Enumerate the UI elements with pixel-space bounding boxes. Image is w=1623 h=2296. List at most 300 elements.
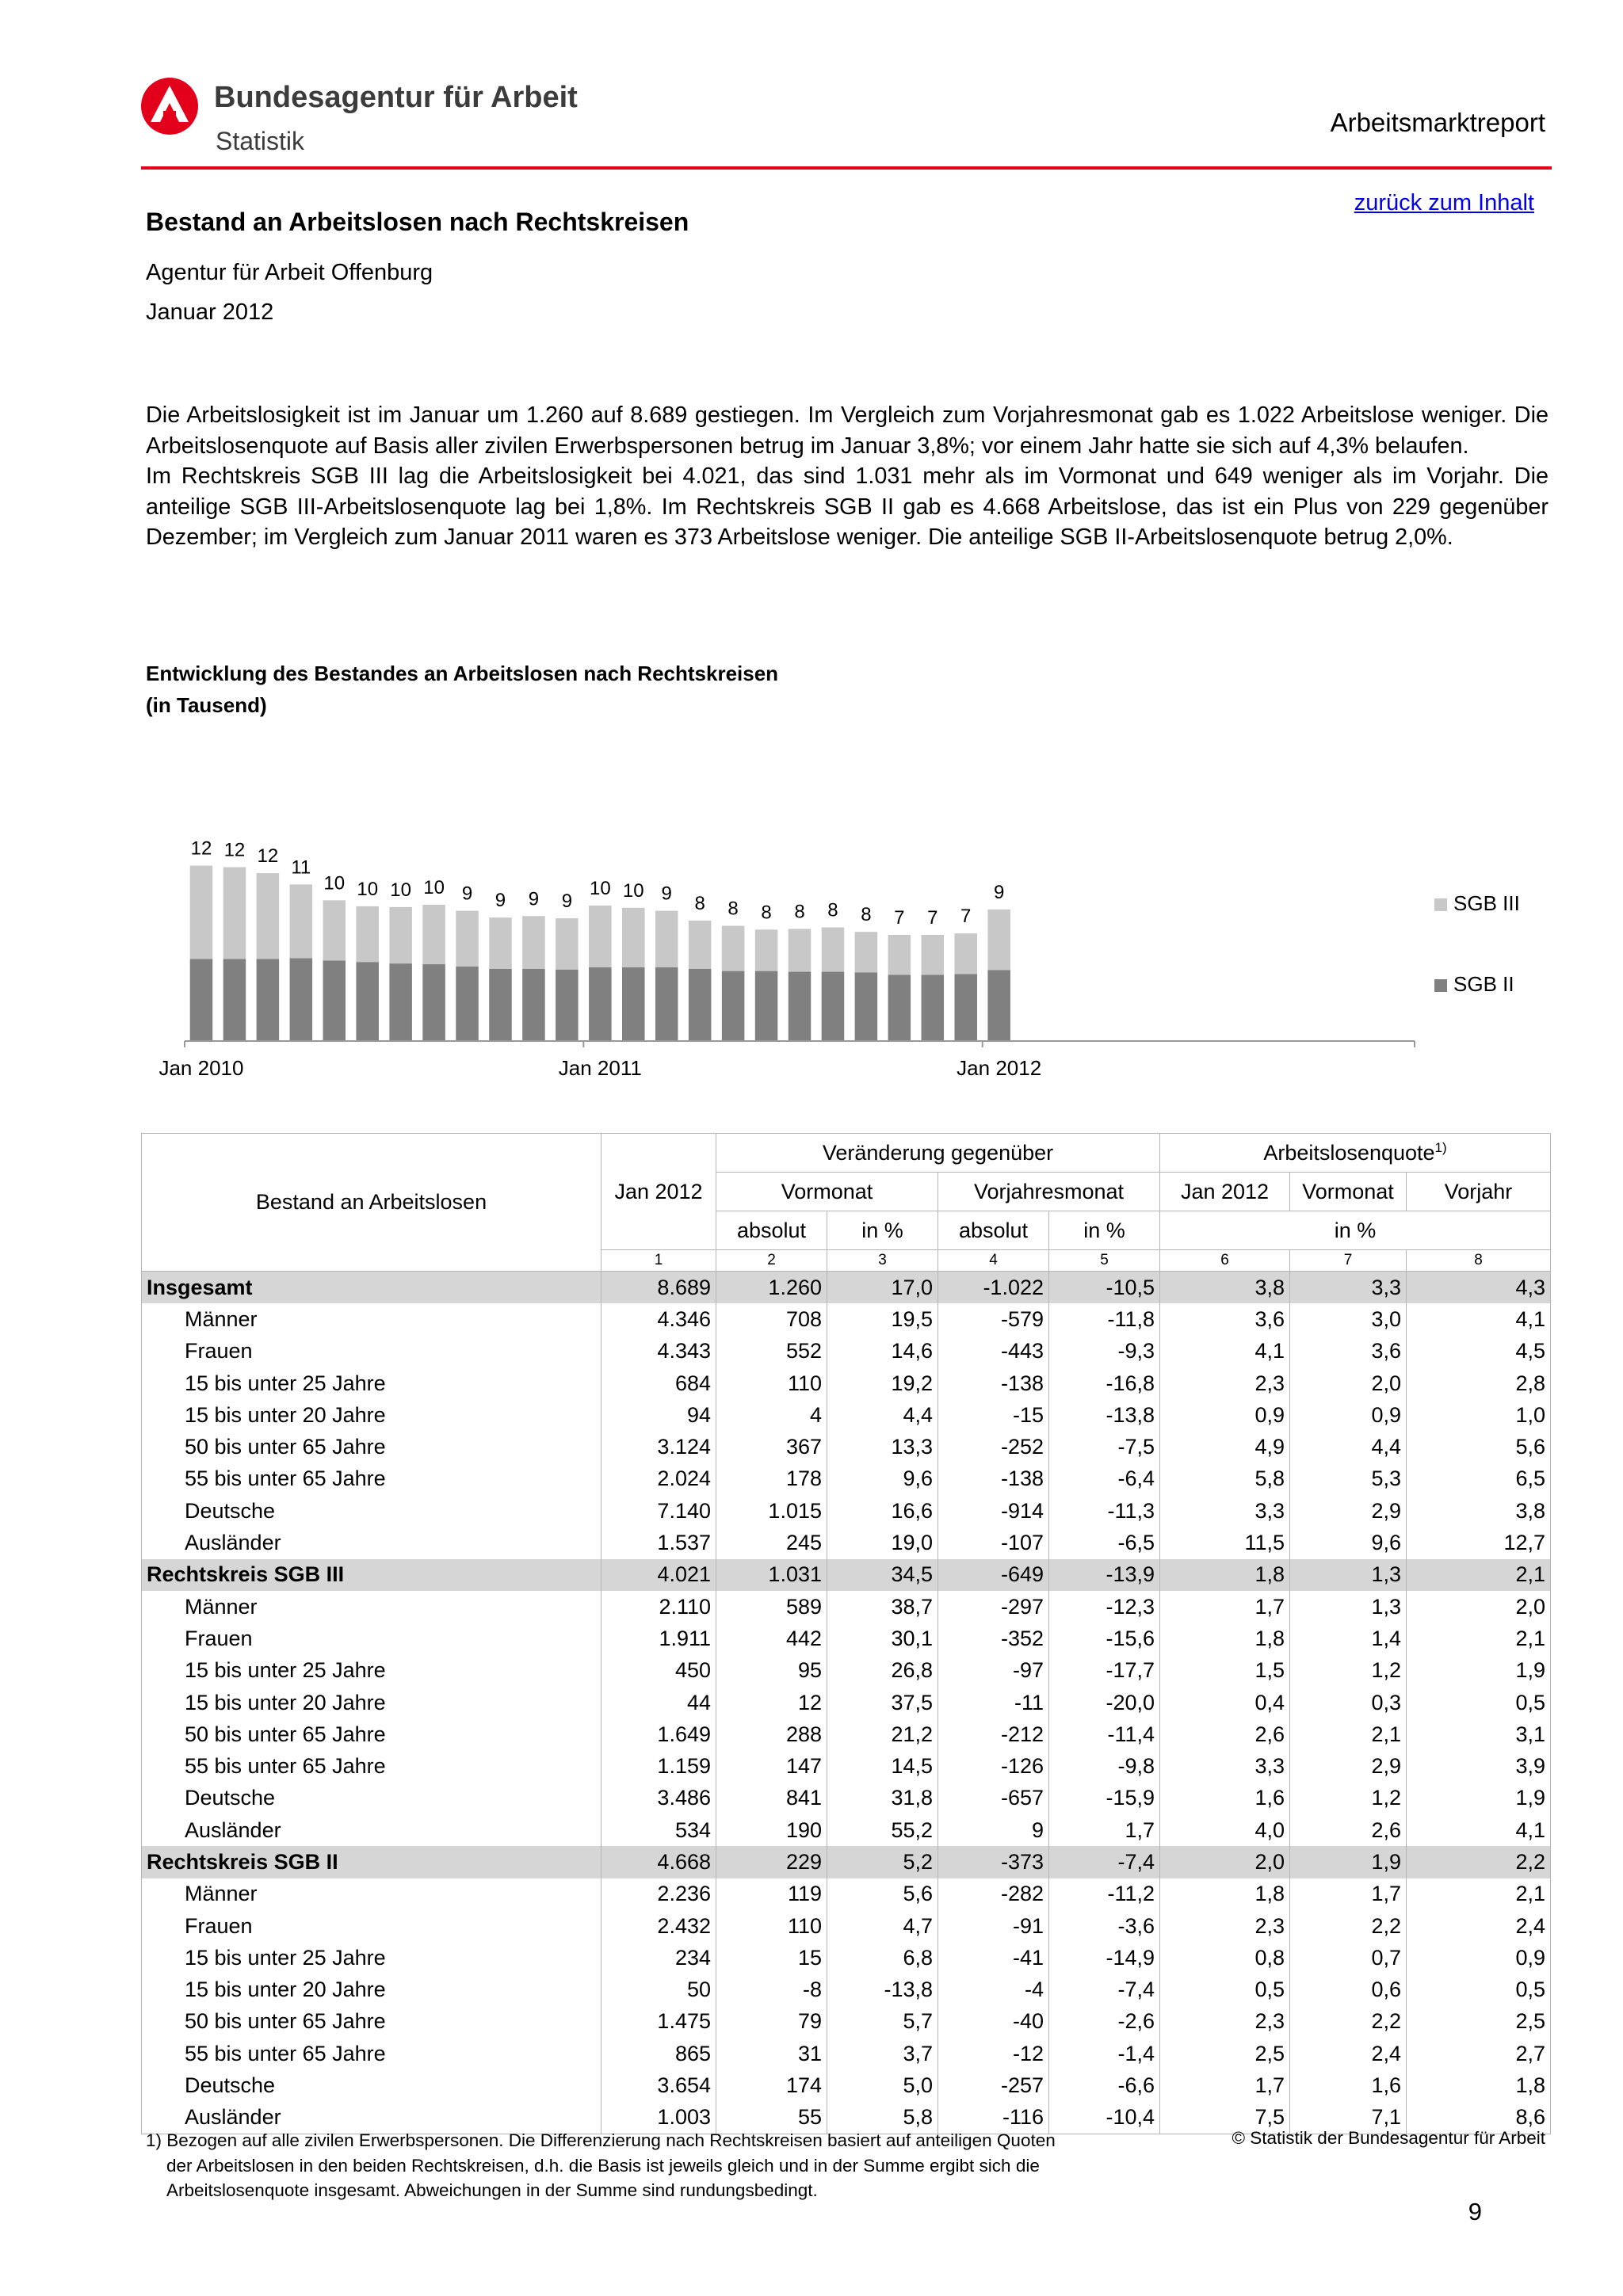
cell-value: 55,2 <box>827 1814 938 1846</box>
cell-value: 2,4 <box>1290 2038 1407 2069</box>
cell-value: 552 <box>716 1336 827 1367</box>
cell-value: 2,9 <box>1290 1495 1407 1527</box>
row-label: 15 bis unter 20 Jahre <box>142 1687 601 1718</box>
cell-value: 1,8 <box>1160 1623 1290 1654</box>
footnote-line: der Arbeitslosen in den beiden Rechtskreisen, d.h. die Basis ist jeweils gleich und in der Summe ergibt sich die <box>166 2155 1040 2176</box>
col-number: 2 <box>716 1250 827 1272</box>
cell-value: 3,3 <box>1160 1750 1290 1782</box>
legend-swatch <box>1434 979 1447 992</box>
cell-value: -97 <box>938 1655 1049 1687</box>
bar-sgb-iii <box>855 932 878 972</box>
cell-value: 4,7 <box>827 1910 938 1942</box>
report-title: Arbeitsmarktreport <box>1330 108 1545 137</box>
ba-logo-icon <box>139 76 200 136</box>
total-label: 8 <box>794 901 805 923</box>
cell-value: 1,8 <box>1160 1559 1290 1591</box>
bar-sgb-ii <box>954 974 977 1040</box>
cell-value: 2,5 <box>1407 2006 1551 2038</box>
cell-value: -11,3 <box>1049 1495 1160 1527</box>
table-total-row <box>142 1272 1551 1304</box>
cell-value: 26,8 <box>827 1655 938 1687</box>
cell-value: 4.021 <box>601 1559 716 1591</box>
row-label: Deutsche <box>142 1495 601 1527</box>
cell-value: 5,6 <box>1407 1431 1551 1463</box>
total-label: 10 <box>357 878 379 900</box>
cell-value: 4,5 <box>1407 1336 1551 1367</box>
header-in-pct: in % <box>827 1211 938 1250</box>
cell-value: -9,8 <box>1049 1750 1160 1782</box>
chart-heading <box>146 658 778 721</box>
cell-value: 50 <box>601 1974 716 2006</box>
table-row <box>142 1974 1551 2006</box>
header-rate-unit: in % <box>1160 1211 1551 1250</box>
cell-value: 2,9 <box>1290 1750 1407 1782</box>
bar-sgb-iii <box>422 905 445 964</box>
total-label: 8 <box>694 892 705 914</box>
bar-sgb-ii <box>190 959 213 1040</box>
cell-value: 0,9 <box>1407 1942 1551 1974</box>
total-label: 8 <box>761 902 772 924</box>
cell-value: 1.475 <box>601 2006 716 2038</box>
cell-value: 3,6 <box>1160 1303 1290 1335</box>
cell-value: 16,6 <box>827 1495 938 1527</box>
bar-sgb-ii <box>489 969 512 1040</box>
cell-value: 2.110 <box>601 1591 716 1623</box>
bar-sgb-iii <box>755 929 778 971</box>
total-label: 9 <box>661 883 672 905</box>
table-row <box>142 1655 1551 1687</box>
bar-sgb-ii <box>522 969 545 1040</box>
cell-value: 0,9 <box>1290 1399 1407 1431</box>
cell-value: 442 <box>716 1623 827 1654</box>
cell-value: 19,2 <box>827 1367 938 1399</box>
cell-value: 0,5 <box>1160 1974 1290 2006</box>
header-absolut: absolut <box>938 1211 1049 1250</box>
cell-value: -11,8 <box>1049 1303 1160 1335</box>
cell-value: 8,6 <box>1407 2102 1551 2134</box>
table-row <box>142 1399 1551 1431</box>
cell-value: 4.343 <box>601 1336 716 1367</box>
bar-sgb-ii <box>622 967 645 1040</box>
cell-value: -6,4 <box>1049 1463 1160 1495</box>
cell-value: 12,7 <box>1407 1527 1551 1558</box>
cell-value: 4.668 <box>601 1846 716 1878</box>
cell-value: 19,5 <box>827 1303 938 1335</box>
cell-value: 0,4 <box>1160 1687 1290 1718</box>
row-label: 15 bis unter 25 Jahre <box>142 1367 601 1399</box>
header-absolut: absolut <box>716 1211 827 1250</box>
cell-value: -3,6 <box>1049 1910 1160 1942</box>
bar-sgb-iii <box>190 866 213 959</box>
row-label: Deutsche <box>142 2069 601 2101</box>
row-label: Männer <box>142 1878 601 1910</box>
row-label: Ausländer <box>142 2102 601 2134</box>
bar-sgb-ii <box>755 971 778 1040</box>
cell-value: -373 <box>938 1846 1049 1878</box>
row-label: 55 bis unter 65 Jahre <box>142 1463 601 1495</box>
cell-value: 234 <box>601 1942 716 1974</box>
bar-sgb-ii <box>223 959 246 1040</box>
cell-value: -10,5 <box>1049 1272 1160 1304</box>
cell-value: -138 <box>938 1463 1049 1495</box>
total-label: 7 <box>894 907 905 929</box>
cell-value: 1,7 <box>1290 1878 1407 1910</box>
header-current: Jan 2012 <box>601 1134 716 1250</box>
cell-value: 2,0 <box>1160 1846 1290 1878</box>
cell-value: 4,9 <box>1160 1431 1290 1463</box>
cell-value: 4,1 <box>1407 1814 1551 1846</box>
cell-value: -649 <box>938 1559 1049 1591</box>
cell-value: 37,5 <box>827 1687 938 1718</box>
header-rate-vormonat: Vormonat <box>1290 1173 1407 1211</box>
bar-sgb-iii <box>689 921 712 969</box>
cell-value: -13,8 <box>1049 1399 1160 1431</box>
row-label: Frauen <box>142 1336 601 1367</box>
row-label: Frauen <box>142 1910 601 1942</box>
cell-value: -11,2 <box>1049 1878 1160 1910</box>
cell-value: -6,6 <box>1049 2069 1160 2101</box>
col-number: 8 <box>1407 1250 1551 1272</box>
col-number: 1 <box>601 1250 716 1272</box>
header-rule <box>141 166 1552 170</box>
cell-value: 3,9 <box>1407 1750 1551 1782</box>
agency-name: Agentur für Arbeit Offenburg <box>146 260 433 285</box>
total-label: 12 <box>190 837 212 860</box>
cell-value: 95 <box>716 1655 827 1687</box>
table-row <box>142 1431 1551 1463</box>
copyright: © Statistik der Bundesagentur für Arbeit <box>1232 2128 1545 2148</box>
bar-sgb-iii <box>722 926 745 971</box>
cell-value: 1.260 <box>716 1272 827 1304</box>
total-label: 9 <box>561 891 573 913</box>
header-row-label: Bestand an Arbeitslosen <box>142 1134 601 1272</box>
table-row <box>142 1527 1551 1558</box>
cell-value: 31,8 <box>827 1783 938 1814</box>
cell-value: 4 <box>716 1399 827 1431</box>
bar-sgb-iii <box>655 911 678 967</box>
total-label: 10 <box>622 879 644 902</box>
bar-sgb-iii <box>954 933 977 974</box>
bar-sgb-ii <box>987 970 1010 1040</box>
cell-value: 367 <box>716 1431 827 1463</box>
bar-sgb-ii <box>389 963 412 1040</box>
total-label: 12 <box>223 839 246 861</box>
cell-value: 2,2 <box>1407 1846 1551 1878</box>
col-number: 3 <box>827 1250 938 1272</box>
bar-sgb-ii <box>789 972 812 1040</box>
page-title: Bestand an Arbeitslosen nach Rechtskreisen <box>146 208 689 236</box>
bar-sgb-ii <box>323 960 346 1040</box>
row-label: 55 bis unter 65 Jahre <box>142 1750 601 1782</box>
cell-value: 0,6 <box>1290 1974 1407 2006</box>
header-rate-text: Arbeitslosenquote <box>1263 1141 1435 1165</box>
cell-value: 3.486 <box>601 1783 716 1814</box>
cell-value: 2,1 <box>1407 1623 1551 1654</box>
cell-value: 6,8 <box>827 1942 938 1974</box>
cell-value: -7,4 <box>1049 1846 1160 1878</box>
row-label: 15 bis unter 25 Jahre <box>142 1655 601 1687</box>
cell-value: 147 <box>716 1750 827 1782</box>
bar-sgb-ii <box>855 973 878 1041</box>
cell-value: -91 <box>938 1910 1049 1942</box>
bar-sgb-iii <box>522 916 545 969</box>
table-row <box>142 2038 1551 2069</box>
total-label: 8 <box>727 898 739 920</box>
cell-value: 1.911 <box>601 1623 716 1654</box>
cell-value: 2,4 <box>1407 1910 1551 1942</box>
cell-value: 1.003 <box>601 2102 716 2134</box>
bar-sgb-iii <box>223 868 246 959</box>
bar-sgb-iii <box>589 906 612 967</box>
back-to-contents-link[interactable]: zurück zum Inhalt <box>1354 190 1534 215</box>
cell-value: -9,3 <box>1049 1336 1160 1367</box>
cell-value: 11,5 <box>1160 1527 1290 1558</box>
cell-value: 2,3 <box>1160 1910 1290 1942</box>
bar-sgb-iii <box>556 918 579 970</box>
cell-value: 31 <box>716 2038 827 2069</box>
cell-value: 94 <box>601 1399 716 1431</box>
cell-value: 17,0 <box>827 1272 938 1304</box>
bar-sgb-iii <box>290 884 313 958</box>
cell-value: 110 <box>716 1367 827 1399</box>
chart-heading-line: Entwicklung des Bestandes an Arbeitslosen nach Rechtskreisen <box>146 662 779 685</box>
cell-value: 5,6 <box>827 1878 938 1910</box>
cell-value: -11 <box>938 1687 1049 1718</box>
cell-value: -40 <box>938 2006 1049 2038</box>
cell-value: 534 <box>601 1814 716 1846</box>
cell-value: 2,3 <box>1160 2006 1290 2038</box>
cell-value: 12 <box>716 1687 827 1718</box>
unemployment-table <box>141 1133 1551 2134</box>
cell-value: 1.015 <box>716 1495 827 1527</box>
summary-paragraph: Die Arbeitslosigkeit ist im Januar um 1.260 auf 8.689 gestiegen. Im Vergleich zum Vorjahresmonat gab es 1.022 Arbeitslose weniger. Die Arbeitslosenquote auf Basis aller zivilen Erwerbspersonen betrug im Januar 3,8%; vor einem Jahr hatte sie sich auf 4,3% belaufen. <box>146 402 1549 459</box>
total-label: 10 <box>423 877 445 898</box>
cell-value: 7,5 <box>1160 2102 1290 2134</box>
cell-value: 4,3 <box>1407 1272 1551 1304</box>
cell-value: 9 <box>938 1814 1049 1846</box>
cell-value: 190 <box>716 1814 827 1846</box>
cell-value: -17,7 <box>1049 1655 1160 1687</box>
header-rate-group <box>1160 1134 1551 1173</box>
row-label: 50 bis unter 65 Jahre <box>142 1431 601 1463</box>
total-label: 9 <box>461 883 473 905</box>
header-rate-vorjahr: Vorjahr <box>1407 1173 1551 1211</box>
total-label: 9 <box>528 888 540 910</box>
cell-value: -4 <box>938 1974 1049 2006</box>
cell-value: -12,3 <box>1049 1591 1160 1623</box>
cell-value: 3,8 <box>1160 1272 1290 1304</box>
bar-sgb-ii <box>589 967 612 1040</box>
brand-subtitle: Statistik <box>216 127 305 155</box>
row-label: Deutsche <box>142 1783 601 1814</box>
cell-value: 2,6 <box>1160 1718 1290 1750</box>
table-row <box>142 1591 1551 1623</box>
legend-label: SGB III <box>1453 891 1520 915</box>
cell-value: 1,5 <box>1160 1655 1290 1687</box>
cell-value: 38,7 <box>827 1591 938 1623</box>
cell-value: 5,8 <box>1160 1463 1290 1495</box>
cell-value: 2.236 <box>601 1878 716 1910</box>
total-label: 7 <box>927 907 938 929</box>
cell-value: 15 <box>716 1942 827 1974</box>
cell-value: 9,6 <box>1290 1527 1407 1558</box>
bar-sgb-ii <box>822 972 845 1040</box>
total-label: 11 <box>291 856 311 879</box>
bar-sgb-iii <box>389 907 412 963</box>
cell-value: -914 <box>938 1495 1049 1527</box>
cell-value: 8.689 <box>601 1272 716 1304</box>
cell-value: 1,7 <box>1160 2069 1290 2101</box>
cell-value: 174 <box>716 2069 827 2101</box>
table-row <box>142 1623 1551 1654</box>
cell-value: 1,8 <box>1160 1878 1290 1910</box>
table-row <box>142 2006 1551 2038</box>
table-row <box>142 1687 1551 1718</box>
cell-value: 7.140 <box>601 1495 716 1527</box>
cell-value: 2,5 <box>1160 2038 1290 2069</box>
header-rate-jan: Jan 2012 <box>1160 1173 1290 1211</box>
cell-value: -7,4 <box>1049 1974 1160 2006</box>
bar-sgb-ii <box>888 974 911 1040</box>
cell-value: 3.124 <box>601 1431 716 1463</box>
table-row <box>142 1942 1551 1974</box>
col-number: 5 <box>1049 1250 1160 1272</box>
cell-value: 0,3 <box>1290 1687 1407 1718</box>
cell-value: -20,0 <box>1049 1687 1160 1718</box>
cell-value: -6,5 <box>1049 1527 1160 1558</box>
cell-value: 2,6 <box>1290 1814 1407 1846</box>
cell-value: -282 <box>938 1878 1049 1910</box>
bar-sgb-iii <box>356 906 379 962</box>
cell-value: 1,3 <box>1290 1591 1407 1623</box>
cell-value: -116 <box>938 2102 1049 2134</box>
cell-value: 21,2 <box>827 1718 938 1750</box>
bar-sgb-ii <box>356 962 379 1040</box>
bar-sgb-iii <box>987 910 1010 970</box>
x-tick-label: Jan 2011 <box>558 1056 642 1080</box>
bar-sgb-ii <box>689 969 712 1040</box>
cell-value: 0,5 <box>1407 1974 1551 2006</box>
bar-sgb-iii <box>789 929 812 971</box>
summary-text <box>146 400 1549 553</box>
cell-value: 2,1 <box>1407 1559 1551 1591</box>
cell-value: 2,8 <box>1407 1367 1551 1399</box>
cell-value: 1,9 <box>1407 1655 1551 1687</box>
cell-value: 4,4 <box>1290 1431 1407 1463</box>
table-row <box>142 1495 1551 1527</box>
row-label: Männer <box>142 1591 601 1623</box>
cell-value: -1,4 <box>1049 2038 1160 2069</box>
table-row <box>142 1910 1551 1942</box>
cell-value: 1,2 <box>1290 1655 1407 1687</box>
table-total-row <box>142 1846 1551 1878</box>
cell-value: 55 <box>716 2102 827 2134</box>
cell-value: 5,3 <box>1290 1463 1407 1495</box>
cell-value: -10,4 <box>1049 2102 1160 2134</box>
report-month: Januar 2012 <box>146 299 274 325</box>
cell-value: 245 <box>716 1527 827 1558</box>
row-label: 55 bis unter 65 Jahre <box>142 2038 601 2069</box>
cell-value: 4,4 <box>827 1399 938 1431</box>
header-in-pct: in % <box>1049 1211 1160 1250</box>
cell-value: 229 <box>716 1846 827 1878</box>
cell-value: -443 <box>938 1336 1049 1367</box>
cell-value: 3,1 <box>1407 1718 1551 1750</box>
total-label: 9 <box>993 881 1005 903</box>
footnote-line: Arbeitslosenquote insgesamt. Abweichungen in der Summe sind rundungsbedingt. <box>166 2180 818 2200</box>
cell-value: 1,9 <box>1407 1783 1551 1814</box>
bar-sgb-iii <box>622 908 645 967</box>
total-label: 10 <box>390 879 412 901</box>
summary-paragraph: Im Rechtskreis SGB III lag die Arbeitslosigkeit bei 4.021, das sind 1.031 mehr als im Vormonat und 649 weniger als im Vorjahr. Die anteilige SGB III-Arbeitslosenquote lag bei 1,8%. Im Rechtskreis SGB II gab es 4.668 Arbeitslose, das ist ein Plus von 229 gegenüber Dezember; im Vergleich zum Januar 2011 waren es 373 Arbeitslose weniger. Die anteilige SGB II-Arbeitslosenquote betrug 2,0%. <box>146 463 1549 550</box>
brand-name: Bundesagentur für Arbeit <box>214 81 578 114</box>
cell-value: -15 <box>938 1399 1049 1431</box>
cell-value: 1.649 <box>601 1718 716 1750</box>
col-number: 6 <box>1160 1250 1290 1272</box>
cell-value: 6,5 <box>1407 1463 1551 1495</box>
table-body <box>142 1272 1551 2134</box>
table-row <box>142 1336 1551 1367</box>
cell-value: 450 <box>601 1655 716 1687</box>
total-label: 7 <box>960 906 972 928</box>
cell-value: 1.031 <box>716 1559 827 1591</box>
row-label: Männer <box>142 1303 601 1335</box>
cell-value: 5,2 <box>827 1846 938 1878</box>
bar-sgb-iii <box>323 900 346 960</box>
table-row <box>142 1814 1551 1846</box>
cell-value: 865 <box>601 2038 716 2069</box>
cell-value: 3,0 <box>1290 1303 1407 1335</box>
bar-sgb-ii <box>422 964 445 1040</box>
header-change-group: Veränderung gegenüber <box>716 1134 1160 1173</box>
total-label: 8 <box>861 904 872 926</box>
cell-value: 9,6 <box>827 1463 938 1495</box>
cell-value: -15,9 <box>1049 1783 1160 1814</box>
cell-value: -14,9 <box>1049 1942 1160 1974</box>
cell-value: 589 <box>716 1591 827 1623</box>
bar-sgb-iii <box>489 917 512 969</box>
table-row <box>142 1750 1551 1782</box>
cell-value: -15,6 <box>1049 1623 1160 1654</box>
cell-value: 3.654 <box>601 2069 716 2101</box>
cell-value: 288 <box>716 1718 827 1750</box>
bar-sgb-iii <box>888 935 911 974</box>
cell-value: -11,4 <box>1049 1718 1160 1750</box>
cell-value: -16,8 <box>1049 1367 1160 1399</box>
cell-value: 34,5 <box>827 1559 938 1591</box>
bar-sgb-iii <box>456 911 479 967</box>
cell-value: 3,7 <box>827 2038 938 2069</box>
cell-value: 4,1 <box>1160 1336 1290 1367</box>
cell-value: 1,4 <box>1290 1623 1407 1654</box>
x-tick-label: Jan 2010 <box>158 1056 244 1080</box>
cell-value: 4,0 <box>1160 1814 1290 1846</box>
footnote-marker: 1) <box>1434 1140 1447 1155</box>
legend-label: SGB II <box>1453 972 1514 996</box>
cell-value: 30,1 <box>827 1623 938 1654</box>
cell-value: 2,3 <box>1160 1367 1290 1399</box>
cell-value: 1,0 <box>1407 1399 1551 1431</box>
bar-sgb-ii <box>922 974 945 1040</box>
cell-value: 1,7 <box>1049 1814 1160 1846</box>
cell-value: 0,9 <box>1160 1399 1290 1431</box>
cell-value: 3,3 <box>1160 1495 1290 1527</box>
cell-value: -657 <box>938 1783 1049 1814</box>
row-label: 50 bis unter 65 Jahre <box>142 1718 601 1750</box>
cell-value: 708 <box>716 1303 827 1335</box>
cell-value: 2.432 <box>601 1910 716 1942</box>
cell-value: 1,6 <box>1290 2069 1407 2101</box>
